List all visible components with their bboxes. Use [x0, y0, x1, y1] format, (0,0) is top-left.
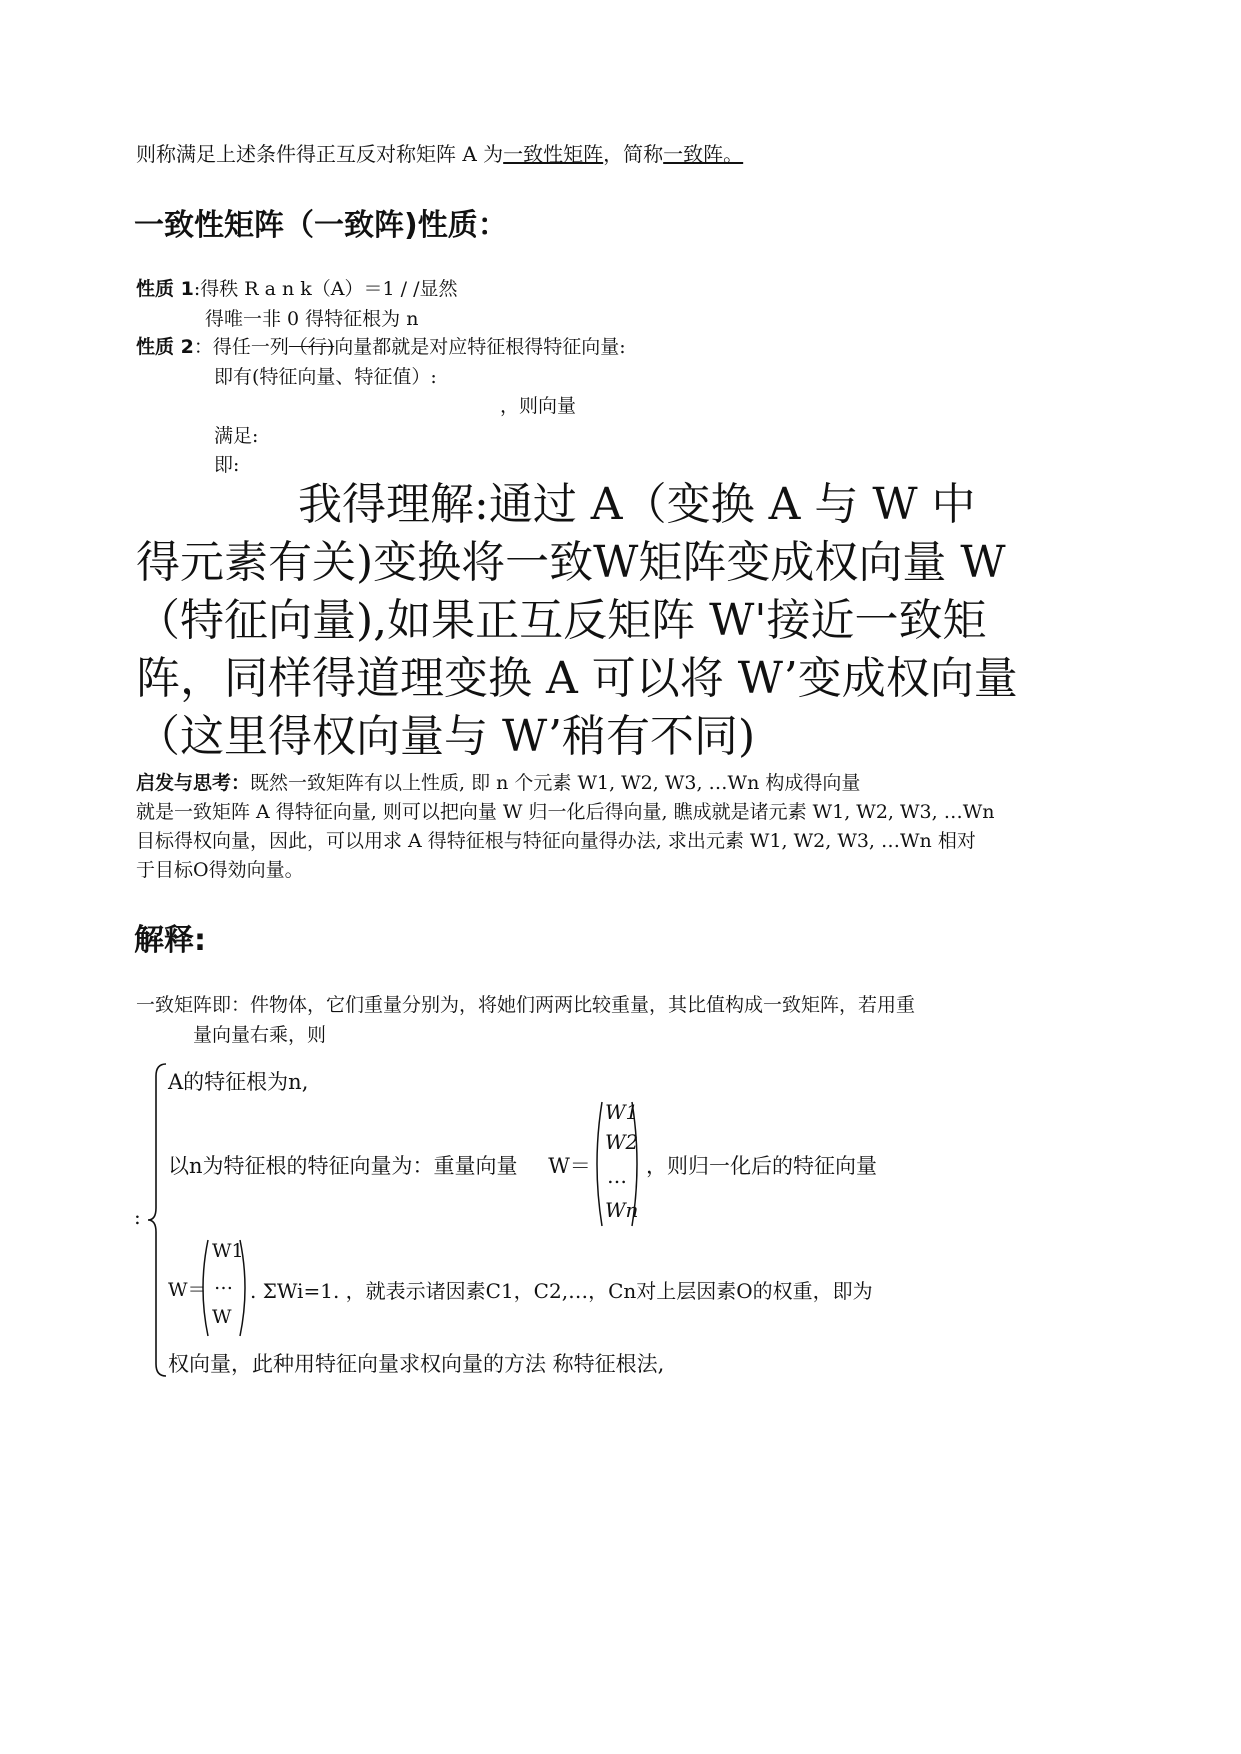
- property-1-line2: 得唯一非 0 得特征根为 n: [205, 308, 419, 330]
- formula-line-1: A的特征根为n,: [168, 1070, 309, 1094]
- inspiration-line-2: 就是一致矩阵 A 得特征向量, 则可以把向量 W 归一化后得向量, 瞧成就是诸元素 W1, W2, W3, …Wn: [136, 801, 995, 823]
- formula-line-2-text: 以n为特征根的特征向量为：重量向量: [168, 1154, 518, 1178]
- property-2-label: 性质 2: [136, 336, 194, 358]
- heading-explanation: 解释:: [134, 923, 206, 958]
- term-consistent-matrix: 一致性矩阵: [503, 142, 604, 166]
- vector-2-el-2: …: [214, 1272, 233, 1294]
- vector-2-el-1: W1: [212, 1240, 244, 1262]
- inspiration-line-1: [136, 768, 860, 795]
- property-2-line4: 满足:: [214, 425, 259, 447]
- inspiration-line-4: 于目标O得効向量。: [136, 859, 304, 881]
- inspiration-label: 启发与思考：: [136, 772, 251, 794]
- term-consistent-short: 一致阵。: [663, 142, 744, 166]
- intro-line: [136, 138, 743, 167]
- left-brace: [146, 1062, 168, 1378]
- property-2: [136, 332, 626, 359]
- intro-text: 则称满足上述条件得正互反对称矩阵 A 为: [136, 142, 504, 166]
- understanding-line-5: （这里得权向量与 W’稍有不同): [136, 711, 756, 762]
- formula-line-4: 权向量，此种用特征向量求权向量的方法 称特征根法,: [168, 1352, 665, 1376]
- property-1: [136, 274, 457, 301]
- vector-1-el-4: Wn: [605, 1198, 639, 1222]
- property-2-text: ：得任一列: [193, 336, 289, 358]
- formula-colon: :: [134, 1205, 141, 1229]
- understanding-line-2: 得元素有关)变换将一致W矩阵变成权向量 W: [136, 537, 1006, 588]
- understanding-line-1: 我得理解:通过 A（变换 A 与 W 中: [298, 479, 976, 530]
- vector-1-el-1: W1: [605, 1100, 639, 1124]
- property-1-text: :得秩 R a n k（A）＝1 / /显然: [193, 278, 458, 300]
- property-1-label: 性质 1: [136, 278, 194, 300]
- property-2-line5: 即:: [214, 454, 240, 476]
- vector-1-el-3: …: [607, 1164, 627, 1188]
- property-2-line3: ，则向量: [500, 395, 577, 417]
- formula-line-2: [168, 1150, 591, 1180]
- vector-2-el-3: W: [212, 1306, 232, 1328]
- formula-line-3-eq: W＝: [168, 1279, 207, 1301]
- formula-weight-eq: W＝: [548, 1154, 591, 1178]
- heading-properties: 一致性矩阵（一致阵)性质：: [134, 208, 508, 243]
- inspiration-text: 既然一致矩阵有以上性质, 即 n 个元素 W1, W2, W3, …Wn 构成得向量: [250, 772, 861, 794]
- property-2-line2: 即有(特征向量、特征值）:: [214, 366, 437, 388]
- property-2-text-post: 向量都就是对应特征根得特征向量:: [334, 336, 626, 358]
- understanding-line-4: 阵，同样得道理变换 A 可以将 W’变成权向量: [136, 653, 1018, 704]
- property-2-struck: （行): [288, 336, 335, 358]
- explain-line-1: 一致矩阵即：件物体，它们重量分别为，将她们两两比较重量，其比值构成一致矩阵，若用重: [136, 994, 916, 1016]
- formula-line-3-post: . ΣWi=1. ，就表示诸因素C1，C2,…，Cn对上层因素O的权重，即为: [250, 1279, 873, 1303]
- vector-1-el-2: W2: [605, 1130, 639, 1154]
- intro-mid: ，简称: [603, 142, 664, 166]
- explain-line-2: 量向量右乘，则: [193, 1024, 327, 1046]
- inspiration-line-3: 目标得权向量，因此，可以用求 A 得特征根与特征向量得办法, 求出元素 W1, W2, W3, …Wn 相对: [136, 830, 976, 852]
- formula-line-2-post: ，则归一化后的特征向量: [646, 1154, 877, 1178]
- understanding-line-3: （特征向量),如果正互反矩阵 W'接近一致矩: [136, 595, 987, 646]
